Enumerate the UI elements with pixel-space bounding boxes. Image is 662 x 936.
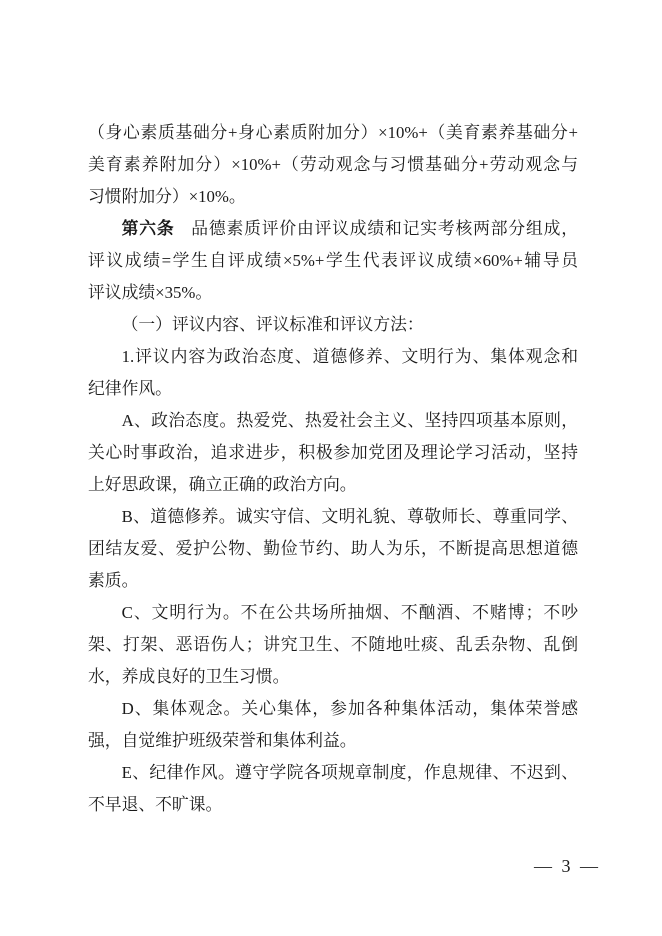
text-line: 上好思政课，确立正确的政治方向。	[88, 475, 357, 494]
text-line: 美育素养附加分）×10%+（劳动观念与习惯基础分+劳动观念与	[88, 155, 578, 174]
text-line: 团结友爱、爱护公物、勤俭节约、助人为乐，不断提高思想道德	[88, 539, 578, 558]
text-line: 强，自觉维护班级荣誉和集体利益。	[88, 731, 357, 750]
article-six-paragraph	[88, 213, 578, 309]
document-body	[88, 117, 578, 821]
page-number: — 3 —	[534, 856, 598, 876]
paragraph-continuation	[88, 117, 578, 213]
text-line: B、道德修养。诚实守信、文明礼貌、尊敬师长、尊重同学、	[121, 507, 578, 526]
text-line: （身心素质基础分+身心素质附加分）×10%+（美育素养基础分+	[88, 123, 578, 142]
text-line: 习惯附加分）×10%。	[88, 187, 246, 206]
article-text: 品德素质评价由评议成绩和记实考核两部分组成，	[191, 219, 578, 238]
text-line: A、政治态度。热爱党、热爱社会主义、坚持四项基本原则，	[121, 411, 578, 430]
text-line: 水，养成良好的卫生习惯。	[88, 667, 290, 686]
text-line: C、文明行为。不在公共场所抽烟、不酗酒、不赌博；不吵	[121, 603, 578, 622]
text-line	[88, 213, 578, 245]
item-c-civilized-behavior	[88, 597, 578, 693]
text-line: 不早退、不旷课。	[88, 795, 223, 814]
text-line: 关心时事政治，追求进步，积极参加党团及理论学习活动，坚持	[88, 443, 578, 462]
section-one-heading	[88, 309, 578, 341]
text-line: E、纪律作风。遵守学院各项规章制度，作息规律、不迟到、	[121, 763, 578, 782]
item-1-paragraph	[88, 341, 578, 405]
item-d-collective-concept	[88, 693, 578, 757]
text-line: 架、打架、恶语伤人；讲究卫生、不随地吐痰、乱丢杂物、乱倒	[88, 635, 578, 654]
item-a-political-attitude	[88, 405, 578, 501]
text-line: 纪律作风。	[88, 379, 172, 398]
text-line: 评议成绩×35%。	[88, 283, 213, 302]
text-line: 1.评议内容为政治态度、道德修养、文明行为、集体观念和	[121, 347, 578, 366]
text-line: （一）评议内容、评议标准和评议方法：	[121, 315, 424, 334]
text-line: D、集体观念。关心集体，参加各种集体活动，集体荣誉感	[121, 699, 578, 718]
item-e-discipline	[88, 757, 578, 821]
item-b-moral-cultivation	[88, 501, 578, 597]
article-number: 第六条	[121, 219, 175, 238]
text-line: 素质。	[88, 571, 139, 590]
text-line: 评议成绩=学生自评成绩×5%+学生代表评议成绩×60%+辅导员	[88, 251, 578, 270]
